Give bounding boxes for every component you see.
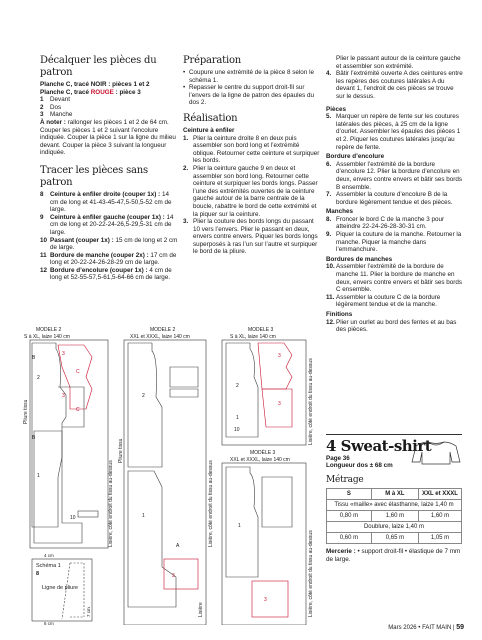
list-number: 10. — [326, 263, 335, 271]
list-item — [183, 135, 321, 165]
list-text: Dos — [50, 103, 62, 111]
list-text: Assembler la couture C de la bordure légèrement tendue et de la manche. — [336, 293, 441, 309]
pieces-list — [40, 96, 178, 119]
note-paragraph: À noter : rallonger les pièces 1 et 2 de 64 cm. Couper les pièces 1 et 2 suivant l’encolure indiquée. Couper la pièce 1 sur la ligne du milieu devant. Couper la pièce 3 suivant la longueur indiquée. — [40, 118, 176, 157]
svg-text:A: A — [176, 543, 180, 549]
sub-bordures: Bordures de manches — [326, 255, 393, 263]
section-divider — [326, 434, 462, 435]
model2b-sub: XXL et XXXL, laize 140 cm — [130, 334, 190, 340]
table-head-cell: M à XL — [371, 489, 418, 500]
list-text: Plier la ceinture droite 8 en deux puis assembler son bord long et l’extrémité oblique. Retourner cette ceinture et surpiquer les bords. — [193, 134, 320, 165]
cutting-layout-diagram — [22, 327, 318, 625]
page-footer — [388, 624, 464, 631]
model3a-title: MODÈLE 3 — [248, 327, 274, 333]
svg-text:3: 3 — [278, 401, 281, 407]
list-number: 9. — [326, 231, 332, 239]
size-table — [326, 488, 462, 544]
table-row — [327, 489, 462, 500]
table-row — [327, 511, 462, 522]
planche-c-line: Planche C, tracé NOIR : pièces 1 et 2 — [40, 81, 150, 88]
footer-magazine: • FAIT MAIN | — [418, 625, 455, 631]
steps-list — [326, 319, 464, 334]
step4-list — [326, 70, 464, 100]
lisiere-label: Lisière, côté endroit du tissu au-dessus — [208, 460, 214, 547]
model3a-sub: S à XL, laize 140 cm — [230, 334, 276, 340]
schema-number: 8 — [36, 571, 40, 577]
list-item — [326, 161, 464, 191]
left-column — [40, 55, 178, 282]
tracer-list — [40, 191, 178, 282]
steps-list — [326, 113, 464, 151]
list-number: 7. — [326, 191, 332, 199]
list-text: Devant — [50, 96, 70, 104]
list-text: Bordure d’encolure (couper 1x) : 4 cm de long et 52-55-57,5-61,5-64-66 cm de large. — [50, 266, 172, 282]
list-text: Bordure de manche (couper 2x) : 17 cm de long et 20-22-24-26-28-29 cm de large. — [50, 251, 177, 267]
list-number: 2. — [183, 164, 189, 172]
list-text: Plier la ceinture gauche 9 en deux et assembler son bord long. Retourner cette ceinture et surpiquer les bords longs. Passer l’une des extrémités ouvertes de la ceinture gauche autour de la barre centrale de la boucle, rabattre le bord de cette extrémité et la piquer sur la ceinture. — [193, 164, 318, 218]
dim-7cm: 7 cm — [86, 607, 91, 617]
list-text: Assembler l’extrémité de la bordure d’encolure 12. Plier la bordure d’encolure en deux, envers contre envers et bâtir ses bords B ensemble. — [336, 160, 463, 191]
list-item — [183, 218, 321, 256]
sweat-longueur: Longueur dos ± 68 cm — [326, 462, 393, 469]
list-number: 12 — [40, 266, 48, 274]
table-head-cell: XXL et XXXL — [419, 489, 462, 500]
svg-text:10: 10 — [70, 515, 76, 521]
pliure-tissu-label: Pliure tissu — [23, 399, 29, 424]
svg-text:1: 1 — [37, 473, 40, 479]
list-item — [40, 111, 178, 119]
list-item — [326, 319, 464, 334]
list-item — [40, 267, 178, 282]
sub-encolure: Bordure d’encolure — [326, 153, 385, 161]
list-text: Piquer la couture de la manche. Retourner la manche. Piquer la manche dans l’emmanchure. — [336, 231, 462, 254]
list-item — [326, 294, 464, 309]
step3-continued: Plier le passant autour de la ceinture gauche et assembler son extrémité. — [336, 55, 461, 70]
sweat-title: 4 Sweat-shirt — [326, 437, 432, 455]
svg-text:1: 1 — [238, 523, 241, 529]
middle-column — [183, 55, 321, 256]
table-row — [327, 500, 462, 511]
list-number: 12. — [326, 318, 335, 326]
model2a-title: MODÈLE 2 — [36, 327, 62, 333]
list-item — [183, 165, 321, 218]
table-row — [327, 533, 462, 544]
sub-ceinture: Ceinture à enfiler — [183, 126, 235, 134]
table-cell: 0,65 m — [371, 533, 418, 544]
heading-preparation: Préparation — [183, 55, 242, 66]
sub-finitions: Finitions — [326, 311, 353, 318]
list-item — [40, 191, 178, 214]
list-number: 10 — [40, 236, 48, 244]
svg-text:1: 1 — [142, 513, 145, 519]
list-number: 8 — [40, 190, 44, 198]
planche-c-red-line: Planche C, tracé ROUGE : pièce 3 — [40, 88, 141, 96]
svg-text:10: 10 — [234, 427, 240, 433]
svg-text:3: 3 — [278, 353, 281, 359]
list-item: 4. Bâtir l’extrémité ouverte A des ceintures entre les repères des coutures latérales A du devant 1, l’endroit de ces pièces se trouve sur le dessus. — [326, 70, 463, 100]
list-text: Assembler l’extrémité de la bordure de manche 11. Plier la bordure de manche en deux, envers contre envers et bâtir ses bords C ensemble. — [336, 263, 463, 294]
list-number: 6. — [326, 160, 332, 168]
lisiere-label: Lisière, côté endroit du tissu au-dessus — [308, 358, 314, 445]
steps-list — [183, 135, 321, 257]
sweatshirt-sketch-icon — [410, 438, 462, 466]
list-text: Ceinture à enfiler droite (couper 1x) : 14 cm de long et 41-43-45-47,5-50,5-52 cm de large. — [50, 190, 172, 214]
model3b-sub: XXL et XXXL, laize 140 cm — [230, 457, 290, 463]
list-number: 3. — [183, 218, 189, 226]
list-number: 9 — [40, 213, 44, 221]
list-number: 11 — [40, 251, 47, 259]
sub-pieces: Pièces — [326, 105, 346, 113]
footer-date: Mars 2026 — [388, 625, 417, 631]
svg-text:1: 1 — [236, 415, 239, 421]
lisiere-label: Lisière, côté endroit du tissu au-dessus — [308, 530, 314, 617]
heading-decalquer: Décalquer les pièces du patron — [40, 55, 157, 78]
list-number: 8. — [326, 215, 332, 223]
table-cell: 1,05 m — [419, 533, 462, 544]
lisiere-label: Lisière, côté endroit du tissu au-dessus — [108, 460, 114, 547]
right-column — [326, 55, 464, 334]
table-cell: 1,60 m — [371, 511, 418, 522]
steps-list — [326, 263, 464, 309]
steps-list — [326, 161, 464, 207]
prep-bullet: • Repasser le centre du support droit-fil sur l’envers de la ligne de patron des épaules du dos 2. — [183, 84, 314, 107]
list-item — [40, 104, 178, 112]
list-number: 11. — [326, 293, 335, 301]
pliure-tissu-label: Pliure tissu — [118, 438, 124, 463]
list-text: Marquer un repère de fente sur les coutures latérales des pièces, à 25 cm de la ligne d’ourlet. Assembler les épaules des pièces 1 et 2. Piquer les coutures latérales jusqu’au repère de fente. — [336, 113, 461, 151]
table-row — [327, 522, 462, 533]
list-text: Froncer le bord C de la manche 3 pour atteindre 22-24-26-28-30-31 cm. — [336, 215, 445, 231]
svg-text:C: C — [76, 407, 80, 413]
svg-text:3: 3 — [172, 573, 175, 579]
list-text: Manche — [50, 111, 73, 119]
ligne-pliure-label: Ligne de pliure — [42, 585, 79, 591]
schema-title: Schéma 1 — [36, 563, 61, 569]
heading-realisation: Réalisation — [183, 112, 238, 124]
dim-6cm: 6 cm — [44, 621, 54, 625]
svg-text:3: 3 — [264, 597, 267, 603]
table-head-cell: S — [327, 489, 372, 500]
list-number: 3 — [40, 111, 44, 119]
table-row-label: Tissu «maille» avec élasthanne, laize 1,40 m — [327, 500, 462, 511]
heading-tracer: Tracer les pièces sans patron — [40, 164, 148, 188]
list-item — [326, 231, 464, 254]
sweat-page: Page 36 — [326, 455, 350, 462]
svg-text:2: 2 — [236, 383, 239, 389]
list-item — [326, 191, 464, 206]
svg-text:C: C — [76, 369, 80, 375]
list-text: Plier la couture des bords longs du passant 10 vers l’envers. Plier le passant en deux, envers contre envers. Piquer les bords longs superposés à ras l’un sur l’autre et surpiquer le bord de la pliure. — [193, 218, 318, 256]
list-text: Plier un ourlet au bord des fentes et au bas des pièces. — [336, 318, 457, 334]
model3b-title: MODÈLE 3 — [250, 450, 276, 456]
page-number: 59 — [456, 624, 464, 631]
model2a-sub: S à XL, laize 140 cm — [24, 334, 70, 340]
list-number: 1 — [40, 96, 44, 104]
svg-text:3: 3 — [62, 351, 65, 357]
list-item — [40, 252, 178, 267]
svg-text:B: B — [32, 355, 36, 361]
svg-text:B: B — [32, 435, 36, 441]
list-item — [40, 96, 178, 104]
sub-manches: Manches — [326, 208, 353, 216]
lisiere-short-label: Lisière — [198, 602, 204, 617]
sweat-section — [326, 434, 462, 563]
svg-text:2: 2 — [142, 393, 145, 399]
list-item — [40, 237, 178, 252]
steps-list — [326, 216, 464, 254]
list-number: 5. — [326, 113, 332, 121]
svg-text:2: 2 — [37, 375, 40, 381]
list-item — [40, 214, 178, 237]
dim-4cm: 4 cm — [44, 553, 54, 558]
list-number: 1. — [183, 134, 189, 142]
list-number: 2 — [40, 103, 44, 111]
list-item — [326, 216, 464, 231]
list-item — [326, 113, 464, 151]
table-cell: 0,60 m — [327, 533, 372, 544]
mercerie-paragraph: Mercerie : • support droit-fil • élastique de 7 mm de large. — [326, 548, 461, 563]
table-cell: 0,80 m — [327, 511, 372, 522]
model2b-title: MODÈLE 2 — [150, 327, 176, 333]
list-item — [326, 263, 464, 293]
heading-metrage: Métrage — [326, 475, 364, 485]
table-cell: 1,60 m — [419, 511, 462, 522]
svg-text:3: 3 — [62, 393, 65, 399]
prep-bullet: • Coupure une extrémité de la pièce 8 selon le schéma 1. — [183, 69, 314, 84]
list-text: Assembler la couture d’encolure B de la bordure légèrement tendue et des pièces. — [336, 191, 453, 206]
list-text: Ceinture à enfiler gauche (couper 1x) : 14 cm de long et 20-22-24-26,5-29,5-31 cm de large. — [50, 213, 174, 236]
list-text: Passant (couper 1x) : 15 cm de long et 2 cm de large. — [50, 236, 178, 252]
table-row-label: Doublure, laize 1,40 m — [327, 522, 462, 533]
